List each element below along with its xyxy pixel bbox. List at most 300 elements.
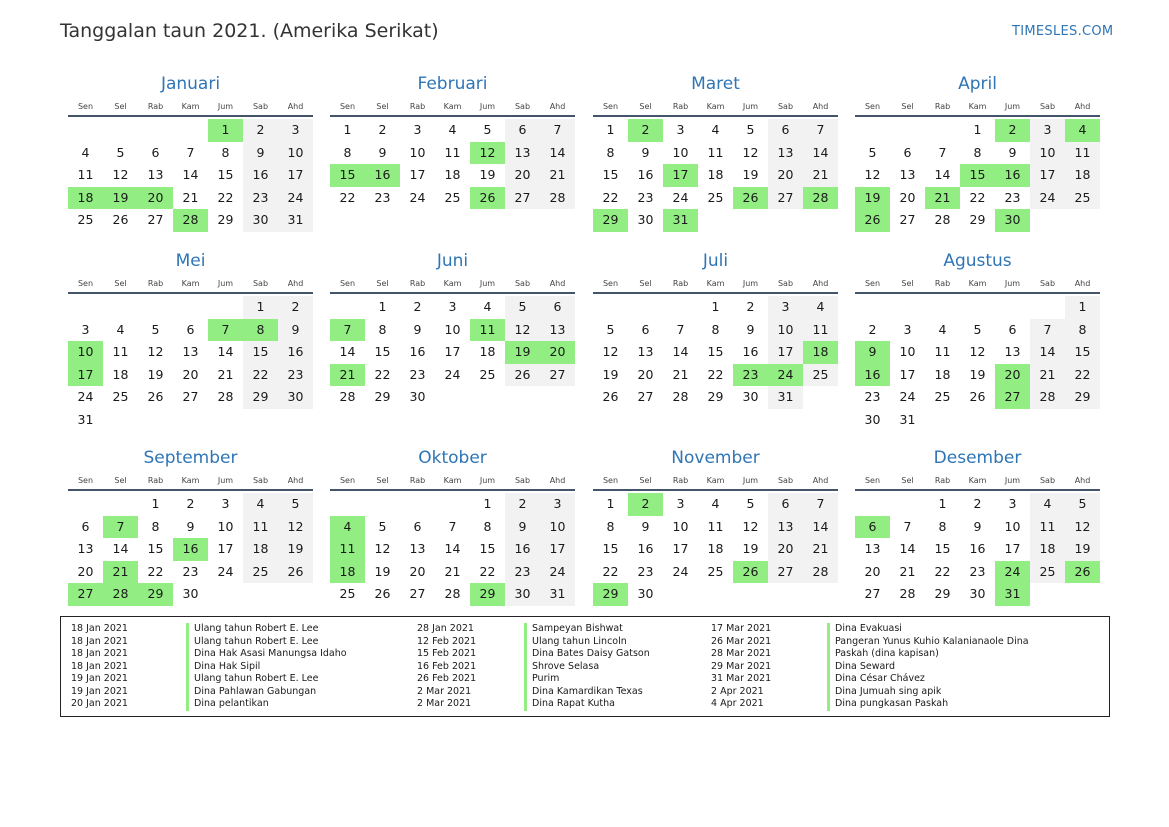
day-cell[interactable]: 9 (641, 144, 650, 160)
weekend-day-cell[interactable]: 3 (540, 493, 575, 516)
day-cell[interactable]: 5 (378, 518, 387, 534)
day-cell[interactable]: 8 (483, 518, 492, 534)
holiday-day-cell[interactable]: 7 (330, 319, 365, 342)
day-cell[interactable]: 25 (707, 563, 724, 579)
day-cell[interactable]: 6 (903, 144, 912, 160)
day-cell[interactable]: 2 (413, 299, 422, 314)
holiday-day-cell[interactable]: 4 (330, 516, 365, 539)
day-cell[interactable]: 21 (182, 189, 199, 205)
holiday-day-cell[interactable]: 24 (995, 561, 1030, 584)
day-cell[interactable]: 9 (1008, 144, 1017, 160)
holiday-day-cell[interactable]: 29 (138, 583, 173, 606)
day-cell[interactable]: 18 (112, 366, 129, 382)
day-cell[interactable]: 22 (602, 189, 619, 205)
day-cell[interactable]: 20 (182, 366, 199, 382)
weekend-day-cell[interactable]: 25 (803, 364, 838, 387)
holiday-day-cell[interactable]: 11 (330, 538, 365, 561)
day-cell[interactable]: 8 (606, 518, 615, 534)
day-cell[interactable]: 10 (217, 518, 234, 534)
weekend-day-cell[interactable]: 13 (540, 319, 575, 342)
weekend-day-cell[interactable]: 7 (803, 119, 838, 142)
weekend-day-cell[interactable]: 21 (1030, 364, 1065, 387)
weekend-day-cell[interactable]: 10 (1030, 142, 1065, 165)
day-cell[interactable]: 6 (641, 321, 650, 337)
site-link[interactable]: TIMESLES.COM (1012, 24, 1114, 39)
holiday-day-cell[interactable]: 20 (138, 187, 173, 210)
day-cell[interactable]: 16 (637, 167, 654, 182)
holiday-day-cell[interactable]: 27 (68, 583, 103, 606)
day-cell[interactable]: 15 (374, 344, 391, 359)
day-cell[interactable]: 24 (409, 189, 426, 205)
day-cell[interactable]: 5 (483, 122, 492, 137)
day-cell[interactable]: 23 (182, 563, 199, 579)
day-cell[interactable]: 21 (217, 366, 234, 382)
weekend-day-cell[interactable]: 2 (278, 296, 313, 319)
day-cell[interactable]: 1 (606, 496, 615, 511)
day-cell[interactable]: 28 (934, 212, 951, 227)
day-cell[interactable]: 19 (147, 366, 164, 382)
weekend-day-cell[interactable]: 29 (1065, 386, 1100, 409)
day-cell[interactable]: 1 (711, 299, 720, 314)
day-cell[interactable]: 13 (182, 344, 199, 359)
day-cell[interactable]: 18 (934, 366, 951, 382)
weekend-day-cell[interactable]: 3 (768, 296, 803, 319)
day-cell[interactable]: 3 (221, 496, 230, 511)
day-cell[interactable]: 4 (81, 144, 90, 160)
holiday-day-cell[interactable]: 26 (1065, 561, 1100, 584)
weekend-day-cell[interactable]: 13 (768, 142, 803, 165)
day-cell[interactable]: 12 (147, 344, 164, 359)
weekend-day-cell[interactable]: 8 (1065, 319, 1100, 342)
day-cell[interactable]: 28 (899, 586, 916, 601)
holiday-day-cell[interactable]: 19 (103, 187, 138, 210)
weekend-day-cell[interactable]: 25 (1065, 187, 1100, 210)
day-cell[interactable]: 3 (676, 122, 685, 137)
weekend-day-cell[interactable]: 11 (243, 516, 278, 539)
day-cell[interactable]: 14 (899, 541, 916, 556)
day-cell[interactable]: 25 (444, 189, 461, 205)
day-cell[interactable]: 8 (973, 144, 982, 160)
weekend-day-cell[interactable]: 20 (768, 538, 803, 561)
weekend-day-cell[interactable]: 12 (505, 319, 540, 342)
holiday-day-cell[interactable]: 17 (68, 364, 103, 387)
day-cell[interactable]: 1 (938, 496, 947, 511)
weekend-day-cell[interactable]: 9 (505, 516, 540, 539)
day-cell[interactable]: 14 (112, 541, 129, 556)
day-cell[interactable]: 7 (903, 518, 912, 534)
day-cell[interactable]: 15 (479, 541, 496, 556)
day-cell[interactable]: 23 (637, 189, 654, 205)
day-cell[interactable]: 15 (602, 541, 619, 556)
weekend-day-cell[interactable]: 15 (1065, 341, 1100, 364)
holiday-day-cell[interactable]: 28 (103, 583, 138, 606)
day-cell[interactable]: 13 (864, 541, 881, 556)
weekend-day-cell[interactable]: 25 (1030, 561, 1065, 584)
day-cell[interactable]: 8 (378, 321, 387, 337)
day-cell[interactable]: 3 (676, 496, 685, 511)
day-cell[interactable]: 5 (151, 321, 160, 337)
day-cell[interactable]: 8 (151, 518, 160, 534)
day-cell[interactable]: 4 (938, 321, 947, 337)
day-cell[interactable]: 6 (1008, 321, 1017, 337)
day-cell[interactable]: 1 (343, 122, 352, 137)
weekend-day-cell[interactable]: 27 (540, 364, 575, 387)
holiday-day-cell[interactable]: 21 (330, 364, 365, 387)
day-cell[interactable]: 2 (378, 122, 387, 137)
day-cell[interactable]: 18 (707, 541, 724, 556)
day-cell[interactable]: 22 (707, 366, 724, 382)
day-cell[interactable]: 8 (711, 321, 720, 337)
holiday-day-cell[interactable]: 28 (173, 209, 208, 232)
day-cell[interactable]: 12 (969, 344, 986, 359)
weekend-day-cell[interactable]: 18 (1030, 538, 1065, 561)
day-cell[interactable]: 11 (444, 144, 461, 160)
weekend-day-cell[interactable]: 16 (505, 538, 540, 561)
day-cell[interactable]: 7 (448, 518, 457, 534)
weekend-day-cell[interactable]: 9 (243, 142, 278, 165)
weekend-day-cell[interactable]: 24 (540, 561, 575, 584)
weekend-day-cell[interactable]: 22 (243, 364, 278, 387)
weekend-day-cell[interactable]: 6 (768, 119, 803, 142)
day-cell[interactable]: 26 (147, 389, 164, 404)
day-cell[interactable]: 24 (899, 389, 916, 404)
day-cell[interactable]: 20 (409, 563, 426, 579)
weekend-day-cell[interactable]: 26 (278, 561, 313, 584)
holiday-day-cell[interactable]: 27 (995, 386, 1030, 409)
weekend-day-cell[interactable]: 20 (505, 164, 540, 187)
holiday-day-cell[interactable]: 6 (855, 516, 890, 539)
day-cell[interactable]: 12 (112, 167, 129, 182)
weekend-day-cell[interactable]: 11 (1030, 516, 1065, 539)
day-cell[interactable]: 14 (672, 344, 689, 359)
day-cell[interactable]: 6 (413, 518, 422, 534)
day-cell[interactable]: 27 (899, 212, 916, 227)
day-cell[interactable]: 30 (864, 411, 881, 427)
holiday-day-cell[interactable]: 8 (243, 319, 278, 342)
holiday-day-cell[interactable]: 31 (995, 583, 1030, 606)
day-cell[interactable]: 24 (672, 563, 689, 579)
day-cell[interactable]: 22 (374, 366, 391, 382)
day-cell[interactable]: 25 (707, 189, 724, 205)
weekend-day-cell[interactable]: 6 (540, 296, 575, 319)
day-cell[interactable]: 8 (606, 144, 615, 160)
holiday-day-cell[interactable]: 2 (995, 119, 1030, 142)
day-cell[interactable]: 2 (746, 299, 755, 314)
holiday-day-cell[interactable]: 16 (173, 538, 208, 561)
weekend-day-cell[interactable]: 14 (803, 516, 838, 539)
day-cell[interactable]: 3 (903, 321, 912, 337)
weekend-day-cell[interactable]: 18 (1065, 164, 1100, 187)
day-cell[interactable]: 8 (938, 518, 947, 534)
day-cell[interactable]: 20 (899, 189, 916, 205)
holiday-day-cell[interactable]: 2 (628, 119, 663, 142)
holiday-day-cell[interactable]: 12 (470, 142, 505, 165)
day-cell[interactable]: 23 (374, 189, 391, 205)
holiday-day-cell[interactable]: 11 (470, 319, 505, 342)
day-cell[interactable]: 4 (116, 321, 125, 337)
day-cell[interactable]: 2 (868, 321, 877, 337)
holiday-day-cell[interactable]: 7 (208, 319, 243, 342)
weekend-day-cell[interactable]: 28 (540, 187, 575, 210)
weekend-day-cell[interactable]: 14 (1030, 341, 1065, 364)
day-cell[interactable]: 18 (479, 344, 496, 359)
weekend-day-cell[interactable]: 13 (768, 516, 803, 539)
day-cell[interactable]: 29 (217, 212, 234, 227)
weekend-day-cell[interactable]: 5 (278, 493, 313, 516)
day-cell[interactable]: 12 (374, 541, 391, 556)
holiday-day-cell[interactable]: 4 (1065, 119, 1100, 142)
day-cell[interactable]: 8 (221, 144, 230, 160)
weekend-day-cell[interactable]: 30 (278, 386, 313, 409)
weekend-day-cell[interactable]: 1 (1065, 296, 1100, 319)
day-cell[interactable]: 12 (602, 344, 619, 359)
weekend-day-cell[interactable]: 31 (768, 386, 803, 409)
holiday-day-cell[interactable]: 18 (330, 561, 365, 584)
day-cell[interactable]: 20 (77, 563, 94, 579)
day-cell[interactable]: 7 (938, 144, 947, 160)
day-cell[interactable]: 11 (77, 167, 94, 182)
weekend-day-cell[interactable]: 2 (505, 493, 540, 516)
holiday-day-cell[interactable]: 19 (855, 187, 890, 210)
weekend-day-cell[interactable]: 29 (243, 386, 278, 409)
holiday-day-cell[interactable]: 10 (68, 341, 103, 364)
day-cell[interactable]: 21 (899, 563, 916, 579)
weekend-day-cell[interactable]: 7 (540, 119, 575, 142)
day-cell[interactable]: 24 (672, 189, 689, 205)
day-cell[interactable]: 23 (409, 366, 426, 382)
day-cell[interactable]: 13 (77, 541, 94, 556)
day-cell[interactable]: 22 (602, 563, 619, 579)
holiday-day-cell[interactable]: 17 (663, 164, 698, 187)
day-cell[interactable]: 4 (711, 122, 720, 137)
holiday-day-cell[interactable]: 2 (628, 493, 663, 516)
day-cell[interactable]: 5 (746, 122, 755, 137)
weekend-day-cell[interactable]: 17 (278, 164, 313, 187)
day-cell[interactable]: 9 (746, 321, 755, 337)
holiday-day-cell[interactable]: 26 (733, 561, 768, 584)
day-cell[interactable]: 10 (899, 344, 916, 359)
day-cell[interactable]: 26 (602, 389, 619, 404)
day-cell[interactable]: 10 (672, 144, 689, 160)
weekend-day-cell[interactable]: 13 (505, 142, 540, 165)
day-cell[interactable]: 5 (116, 144, 125, 160)
day-cell[interactable]: 27 (147, 212, 164, 227)
weekend-day-cell[interactable]: 24 (1030, 187, 1065, 210)
weekend-day-cell[interactable]: 22 (1065, 364, 1100, 387)
day-cell[interactable]: 21 (444, 563, 461, 579)
day-cell[interactable]: 20 (637, 366, 654, 382)
day-cell[interactable]: 19 (742, 167, 759, 182)
holiday-day-cell[interactable]: 15 (330, 164, 365, 187)
day-cell[interactable]: 28 (217, 389, 234, 404)
day-cell[interactable]: 19 (602, 366, 619, 382)
day-cell[interactable]: 15 (707, 344, 724, 359)
weekend-day-cell[interactable]: 25 (243, 561, 278, 584)
day-cell[interactable]: 9 (641, 518, 650, 534)
weekend-day-cell[interactable]: 26 (505, 364, 540, 387)
day-cell[interactable]: 8 (343, 144, 352, 160)
day-cell[interactable]: 30 (969, 586, 986, 601)
weekend-day-cell[interactable]: 14 (803, 142, 838, 165)
holiday-day-cell[interactable]: 18 (803, 341, 838, 364)
day-cell[interactable]: 15 (602, 167, 619, 182)
weekend-day-cell[interactable]: 27 (768, 561, 803, 584)
holiday-day-cell[interactable]: 31 (663, 209, 698, 232)
day-cell[interactable]: 28 (444, 586, 461, 601)
day-cell[interactable]: 1 (151, 496, 160, 511)
day-cell[interactable]: 29 (707, 389, 724, 404)
day-cell[interactable]: 23 (864, 389, 881, 404)
day-cell[interactable]: 19 (969, 366, 986, 382)
weekend-day-cell[interactable]: 10 (540, 516, 575, 539)
holiday-day-cell[interactable]: 21 (103, 561, 138, 584)
weekend-day-cell[interactable]: 2 (243, 119, 278, 142)
day-cell[interactable]: 4 (448, 122, 457, 137)
day-cell[interactable]: 25 (934, 389, 951, 404)
day-cell[interactable]: 14 (934, 167, 951, 182)
holiday-day-cell[interactable]: 26 (733, 187, 768, 210)
day-cell[interactable]: 15 (217, 167, 234, 182)
day-cell[interactable]: 9 (186, 518, 195, 534)
day-cell[interactable]: 23 (969, 563, 986, 579)
day-cell[interactable]: 17 (672, 541, 689, 556)
weekend-day-cell[interactable]: 4 (243, 493, 278, 516)
day-cell[interactable]: 6 (151, 144, 160, 160)
day-cell[interactable]: 13 (1004, 344, 1021, 359)
day-cell[interactable]: 22 (147, 563, 164, 579)
day-cell[interactable]: 30 (409, 389, 426, 404)
weekend-day-cell[interactable]: 31 (278, 209, 313, 232)
day-cell[interactable]: 23 (1004, 189, 1021, 205)
weekend-day-cell[interactable]: 12 (278, 516, 313, 539)
day-cell[interactable]: 16 (969, 541, 986, 556)
day-cell[interactable]: 29 (969, 212, 986, 227)
day-cell[interactable]: 19 (742, 541, 759, 556)
holiday-day-cell[interactable]: 28 (803, 187, 838, 210)
weekend-day-cell[interactable]: 17 (768, 341, 803, 364)
weekend-day-cell[interactable]: 5 (505, 296, 540, 319)
holiday-day-cell[interactable]: 16 (365, 164, 400, 187)
day-cell[interactable]: 17 (409, 167, 426, 182)
holiday-day-cell[interactable]: 29 (470, 583, 505, 606)
weekend-day-cell[interactable]: 24 (278, 187, 313, 210)
day-cell[interactable]: 13 (147, 167, 164, 182)
day-cell[interactable]: 28 (672, 389, 689, 404)
day-cell[interactable]: 14 (182, 167, 199, 182)
day-cell[interactable]: 9 (378, 144, 387, 160)
day-cell[interactable]: 16 (637, 541, 654, 556)
day-cell[interactable]: 26 (374, 586, 391, 601)
day-cell[interactable]: 15 (147, 541, 164, 556)
weekend-day-cell[interactable]: 31 (540, 583, 575, 606)
day-cell[interactable]: 7 (676, 321, 685, 337)
day-cell[interactable]: 13 (409, 541, 426, 556)
day-cell[interactable]: 4 (711, 496, 720, 511)
day-cell[interactable]: 17 (899, 366, 916, 382)
holiday-day-cell[interactable]: 15 (960, 164, 995, 187)
day-cell[interactable]: 6 (81, 518, 90, 534)
holiday-day-cell[interactable]: 1 (208, 119, 243, 142)
day-cell[interactable]: 17 (1004, 541, 1021, 556)
day-cell[interactable]: 22 (217, 189, 234, 205)
day-cell[interactable]: 25 (77, 212, 94, 227)
weekend-day-cell[interactable]: 14 (540, 142, 575, 165)
weekend-day-cell[interactable]: 23 (278, 364, 313, 387)
weekend-day-cell[interactable]: 6 (768, 493, 803, 516)
day-cell[interactable]: 31 (899, 411, 916, 427)
weekend-day-cell[interactable]: 30 (243, 209, 278, 232)
day-cell[interactable]: 18 (707, 167, 724, 182)
holiday-day-cell[interactable]: 20 (540, 341, 575, 364)
day-cell[interactable]: 6 (186, 321, 195, 337)
day-cell[interactable]: 14 (339, 344, 356, 359)
day-cell[interactable]: 16 (742, 344, 759, 359)
day-cell[interactable]: 1 (483, 496, 492, 511)
day-cell[interactable]: 27 (637, 389, 654, 404)
day-cell[interactable]: 2 (186, 496, 195, 511)
day-cell[interactable]: 13 (637, 344, 654, 359)
day-cell[interactable]: 12 (742, 144, 759, 160)
weekend-day-cell[interactable]: 3 (278, 119, 313, 142)
holiday-day-cell[interactable]: 9 (855, 341, 890, 364)
weekend-day-cell[interactable]: 12 (1065, 516, 1100, 539)
day-cell[interactable]: 11 (112, 344, 129, 359)
weekend-day-cell[interactable]: 27 (505, 187, 540, 210)
day-cell[interactable]: 24 (77, 389, 94, 404)
day-cell[interactable]: 20 (864, 563, 881, 579)
day-cell[interactable]: 23 (637, 563, 654, 579)
holiday-day-cell[interactable]: 24 (768, 364, 803, 387)
day-cell[interactable]: 25 (479, 366, 496, 382)
day-cell[interactable]: 22 (969, 189, 986, 205)
day-cell[interactable]: 5 (746, 496, 755, 511)
day-cell[interactable]: 30 (182, 586, 199, 601)
weekend-day-cell[interactable]: 1 (243, 296, 278, 319)
day-cell[interactable]: 11 (707, 144, 724, 160)
weekend-day-cell[interactable]: 23 (243, 187, 278, 210)
weekend-day-cell[interactable]: 21 (540, 164, 575, 187)
day-cell[interactable]: 27 (182, 389, 199, 404)
holiday-day-cell[interactable]: 20 (995, 364, 1030, 387)
day-cell[interactable]: 10 (672, 518, 689, 534)
day-cell[interactable]: 3 (1008, 496, 1017, 511)
day-cell[interactable]: 10 (409, 144, 426, 160)
weekend-day-cell[interactable]: 21 (803, 538, 838, 561)
day-cell[interactable]: 22 (479, 563, 496, 579)
day-cell[interactable]: 7 (186, 144, 195, 160)
holiday-day-cell[interactable]: 18 (68, 187, 103, 210)
day-cell[interactable]: 14 (444, 541, 461, 556)
day-cell[interactable]: 17 (217, 541, 234, 556)
holiday-day-cell[interactable]: 7 (103, 516, 138, 539)
day-cell[interactable]: 31 (77, 411, 94, 427)
day-cell[interactable]: 14 (217, 344, 234, 359)
weekend-day-cell[interactable]: 7 (803, 493, 838, 516)
weekend-day-cell[interactable]: 28 (1030, 386, 1065, 409)
weekend-day-cell[interactable]: 17 (540, 538, 575, 561)
day-cell[interactable]: 3 (413, 122, 422, 137)
day-cell[interactable]: 10 (1004, 518, 1021, 534)
weekend-day-cell[interactable]: 18 (243, 538, 278, 561)
day-cell[interactable]: 19 (479, 167, 496, 182)
holiday-day-cell[interactable]: 16 (995, 164, 1030, 187)
day-cell[interactable]: 30 (742, 389, 759, 404)
day-cell[interactable]: 11 (934, 344, 951, 359)
weekend-day-cell[interactable]: 28 (803, 561, 838, 584)
weekend-day-cell[interactable]: 4 (803, 296, 838, 319)
weekend-day-cell[interactable]: 19 (1065, 538, 1100, 561)
day-cell[interactable]: 17 (444, 344, 461, 359)
